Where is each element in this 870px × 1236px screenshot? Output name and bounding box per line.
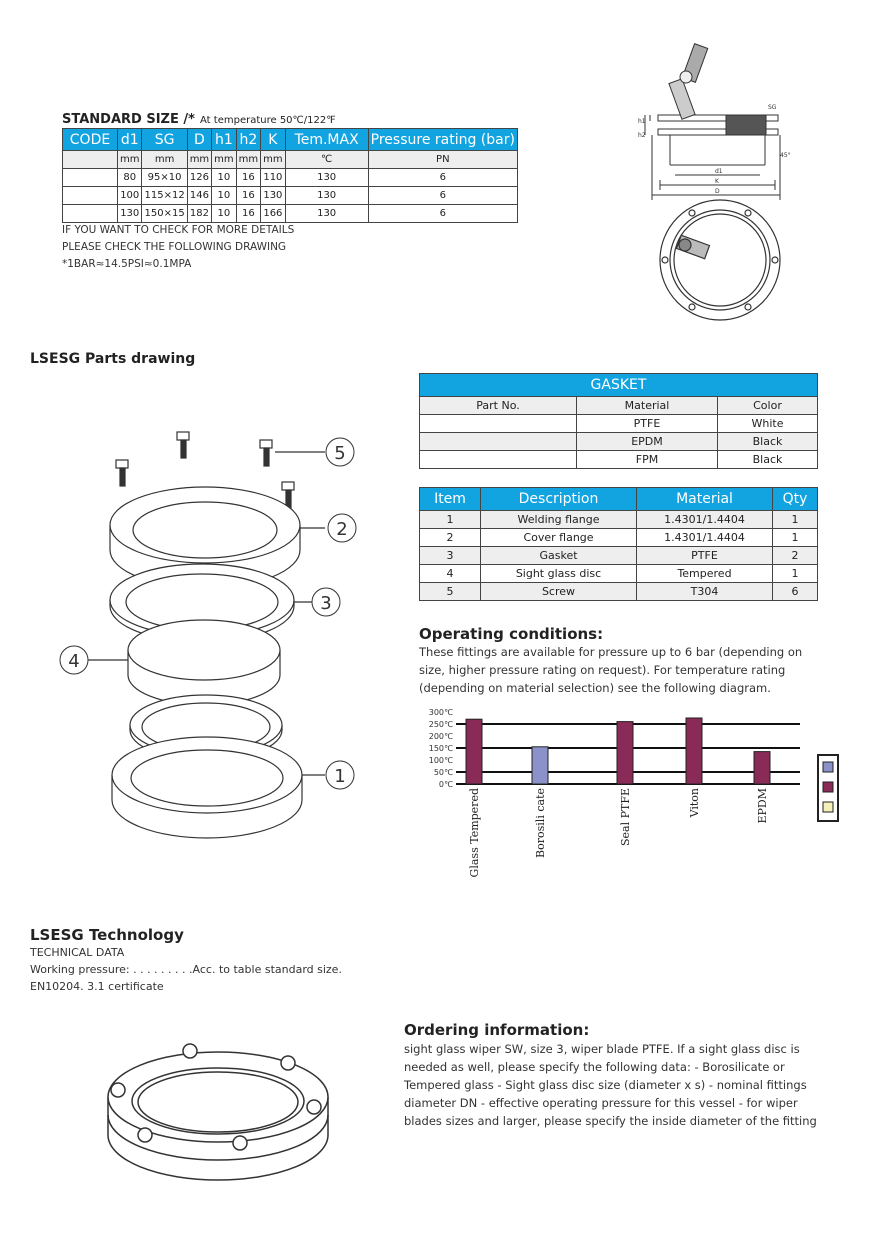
ordering-title: Ordering information: [404,1021,590,1039]
cell: 6 [368,169,517,187]
cell: 1 [420,511,481,529]
bar [532,747,548,784]
gasket-header: Material [577,397,718,415]
cell: FPM [577,451,718,469]
col-k: K [261,129,285,151]
temperature-chart [418,700,843,880]
cell [420,415,577,433]
unit-cell: ℃ [285,151,368,169]
col-code: CODE [63,129,118,151]
cell: Black [718,433,818,451]
cell [63,205,118,223]
cell: Gasket [481,547,637,565]
cell: 130 [285,169,368,187]
cell: 1 [773,529,818,547]
cell: 100 [118,187,142,205]
cell: 1.4301/1.4404 [637,529,773,547]
col-sg: SG [142,129,187,151]
bar [617,722,633,784]
cell: 80 [118,169,142,187]
cell: 10 [212,169,236,187]
standard-size-table [62,128,518,223]
x-tick-label: Seal PTFE [619,788,632,847]
label-sg: SG [768,104,777,111]
table-row [63,169,518,187]
note-line: PLEASE CHECK THE FOLLOWING DRAWING [62,241,287,253]
cell: 126 [187,169,211,187]
unit-cell: mm [142,151,187,169]
cell: 4 [420,565,481,583]
technology-title: LSESG Technology [30,926,184,944]
cell [420,433,577,451]
y-tick-label: 200℃ [428,732,453,741]
label-d: D [715,188,720,195]
tech-line: Working pressure: . . . . . . . . .Acc. to table standard size. [30,963,342,976]
y-tick-label: 50℃ [433,768,453,777]
legend-swatch [823,802,833,812]
items-table [419,487,818,601]
label-h1: h1 [638,118,646,125]
callout-4: 4 [68,651,80,672]
table-row [420,451,818,469]
cell: Screw [481,583,637,601]
col-tem-max: Tem.MAX [285,129,368,151]
cell: 16 [236,187,260,205]
gasket-header: Color [718,397,818,415]
cell: 150×15 [142,205,187,223]
y-tick-label: 100℃ [428,756,453,765]
col-h1: h1 [212,129,236,151]
table-row [420,547,818,565]
cell: Black [718,451,818,469]
cell: 10 [212,187,236,205]
cell: 5 [420,583,481,601]
operating-text: These fittings are available for pressure up to 6 bar (depending on size, higher pressure rating on request). For temperature rating (depending on material selection) see the following diagram. [419,645,803,695]
y-tick-label: 300℃ [428,708,453,717]
standard-size-title: STANDARD SIZE /* [62,112,195,127]
table-row [420,583,818,601]
table-row [420,433,818,451]
unit-cell: mm [261,151,285,169]
table-row [420,415,818,433]
cell [420,451,577,469]
table-row [63,205,518,223]
table-units-row [63,151,518,169]
cell: Cover flange [481,529,637,547]
note-line: IF YOU WANT TO CHECK FOR MORE DETAILS [62,224,295,236]
col-d: D [187,129,211,151]
items-header: Description [481,488,637,511]
items-header: Qty [773,488,818,511]
label-d1: d1 [715,168,723,175]
cell: 6 [368,205,517,223]
col-pressure: Pressure rating (bar) [368,129,517,151]
ordering-text: sight glass wiper SW, size 3, wiper blade PTFE. If a sight glass disc is needed as well, please specify the following data: - Borosilicate or Tempered glass - Sight glass disc size (diameter x s) - nominal fittings diameter DN - effective operating pressure for this vessel - for wiper blades sizes and larger, please specify the inside diameter of the fitting [404,1042,817,1128]
cell: 16 [236,205,260,223]
cell: 115×12 [142,187,187,205]
cell: White [718,415,818,433]
callout-3: 3 [320,593,332,614]
cell: Welding flange [481,511,637,529]
legend-swatch [823,782,833,792]
label-k: K [715,178,719,185]
callout-1: 1 [334,766,346,787]
cell [63,187,118,205]
cell: 1 [773,511,818,529]
cell: 130 [261,187,285,205]
assembled-flange-drawing [100,1035,335,1195]
items-header: Item [420,488,481,511]
col-h2: h2 [236,129,260,151]
cell: 146 [187,187,211,205]
table-row [420,529,818,547]
label-h2: h2 [638,132,646,139]
standard-size-subtitle: At temperature 50℃/122℉ [200,115,336,126]
unit-cell: mm [187,151,211,169]
y-tick-label: 0℃ [438,780,453,789]
cell: 10 [212,205,236,223]
cell: 6 [368,187,517,205]
operating-title: Operating conditions: [419,625,604,643]
bar [686,718,702,784]
x-tick-label: Borosili cate [534,788,547,858]
note-line: *1BAR≈14.5PSI≈0.1MPA [62,258,192,270]
cell: 2 [773,547,818,565]
unit-cell [63,151,118,169]
parts-title: LSESG Parts drawing [30,351,196,367]
table-header-row [63,129,518,151]
unit-cell: PN [368,151,517,169]
gasket-title: GASKET [420,374,818,397]
unit-cell: mm [212,151,236,169]
cell: 110 [261,169,285,187]
col-d1: d1 [118,129,142,151]
cell: PTFE [577,415,718,433]
y-tick-label: 150℃ [428,744,453,753]
cell: 95×10 [142,169,187,187]
bar [466,719,482,784]
technical-drawing [630,35,795,325]
cell: 6 [773,583,818,601]
table-row [63,187,518,205]
callout-2: 2 [336,519,348,540]
cell: T304 [637,583,773,601]
cell: 16 [236,169,260,187]
x-tick-label: EPDM [756,788,769,824]
callout-5: 5 [334,443,346,464]
y-tick-label: 250℃ [428,720,453,729]
standard-size-heading [62,108,336,127]
x-tick-label: Viton [688,788,701,818]
cell: Sight glass disc [481,565,637,583]
standard-notes [62,222,294,273]
x-tick-label: Glass Tempered [468,788,481,878]
cell: 3 [420,547,481,565]
cell: 182 [187,205,211,223]
tech-line: TECHNICAL DATA [30,946,125,959]
cell: EPDM [577,433,718,451]
cell: Tempered [637,565,773,583]
cell: 1 [773,565,818,583]
gasket-table [419,373,818,469]
gasket-header: Part No. [420,397,577,415]
table-row [420,511,818,529]
unit-cell: mm [118,151,142,169]
cell: 1.4301/1.4404 [637,511,773,529]
cell: 130 [118,205,142,223]
parts-exploded-drawing [50,420,370,840]
technology-data [30,944,342,995]
cell: 130 [285,187,368,205]
unit-cell: mm [236,151,260,169]
label-45: 45° [780,152,791,159]
cell: 130 [285,205,368,223]
cell: PTFE [637,547,773,565]
tech-line: EN10204. 3.1 certificate [30,980,164,993]
legend-swatch [823,762,833,772]
items-header: Material [637,488,773,511]
cell [63,169,118,187]
cell: 2 [420,529,481,547]
bar [754,752,770,784]
table-row [420,565,818,583]
cell: 166 [261,205,285,223]
